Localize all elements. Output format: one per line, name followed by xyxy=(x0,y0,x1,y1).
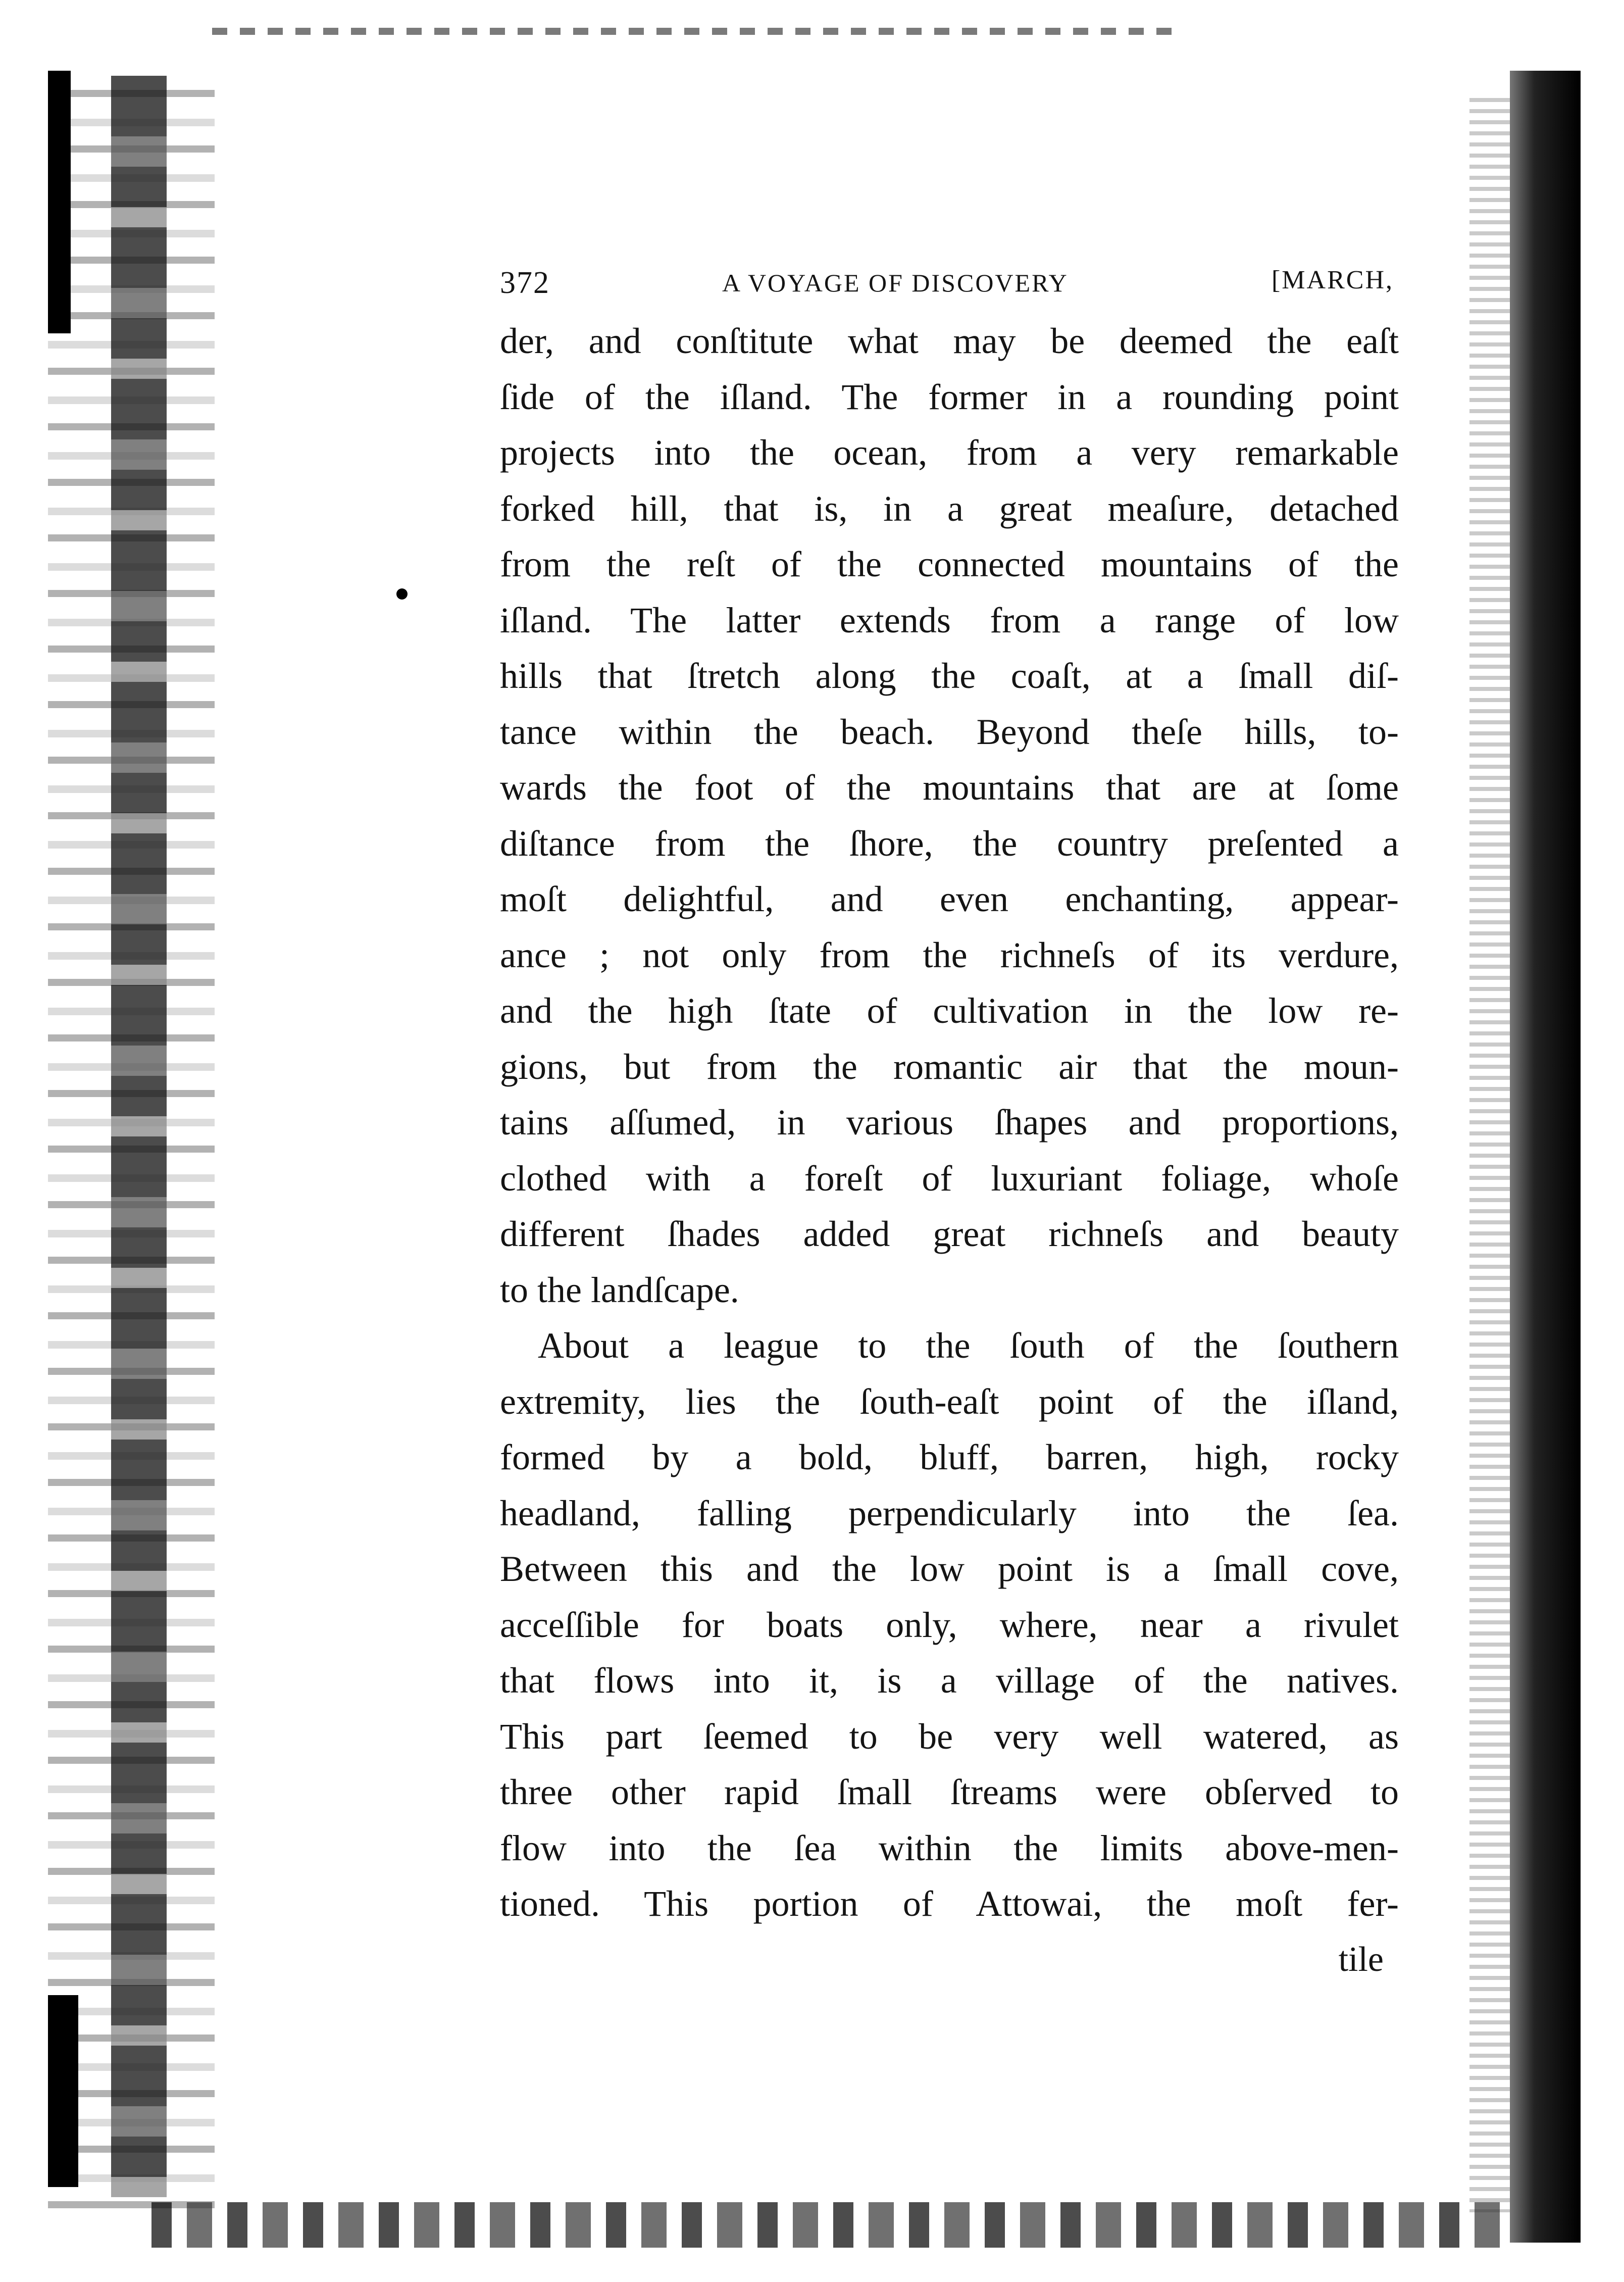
text-line: moſt delightful, and even enchanting, appear- xyxy=(500,879,1399,919)
text-line: tance within the beach. Beyond theſe hills, to- xyxy=(500,711,1399,752)
text-line: from the reſt of the connected mountains of the xyxy=(500,544,1399,584)
text-line: diſtance from the ſhore, the country preſented a xyxy=(500,823,1399,864)
text-line: Between this and the low point is a ſmall cove, xyxy=(500,1549,1399,1589)
scan-edge-bottom xyxy=(151,2202,1515,2248)
text-line: hills that ſtretch along the coaſt, at a ſmall diſ- xyxy=(500,656,1399,696)
scan-edge-right xyxy=(1510,71,1581,2243)
text-line: headland, falling perpendicularly into the ſea. xyxy=(500,1493,1399,1533)
text-line: extremity, lies the ſouth-eaſt point of the iſland, xyxy=(500,1381,1399,1422)
text-line: projects into the ocean, from a very remarkable xyxy=(500,432,1399,473)
text-line: and the high ſtate of cultivation in the low re- xyxy=(500,990,1399,1031)
text-line: About a league to the ſouth of the ſouthern xyxy=(538,1325,1399,1366)
scan-edge-top xyxy=(212,28,1172,35)
text-line: der, and conſtitute what may be deemed the eaſt xyxy=(500,321,1399,361)
paragraph-2 xyxy=(500,1318,1399,1932)
text-line: ance ; not only from the richneſs of its verdure, xyxy=(500,934,1399,975)
text-line: that flows into it, is a village of the natives. xyxy=(500,1660,1399,1701)
running-head-date: [MARCH, xyxy=(1271,266,1394,294)
text-line: wards the foot of the mountains that are at ſome xyxy=(500,767,1399,808)
scan-edge-right-speckle xyxy=(1469,91,1515,2212)
running-head xyxy=(500,265,1399,313)
text-line: forked hill, that is, in a great meaſure, detached xyxy=(500,488,1399,529)
catchword: tile xyxy=(1338,1940,1384,1979)
text-line: tains aſſumed, in various ſhapes and proportions, xyxy=(500,1102,1399,1143)
text-line: different ſhades added great richneſs and beauty xyxy=(500,1214,1399,1254)
text-line: tioned. This portion of Attowai, the moſt fer- xyxy=(500,1883,1399,1924)
text-line: clothed with a foreſt of luxuriant foliage, whoſe xyxy=(500,1158,1399,1199)
paragraph-1 xyxy=(500,313,1399,1318)
page-number: 372 xyxy=(500,266,550,300)
text-line: iſland. The latter extends from a range of low xyxy=(500,600,1399,640)
text-line: formed by a bold, bluff, barren, high, rocky xyxy=(500,1437,1399,1477)
scan-ink-spot xyxy=(396,588,408,600)
text-line: flow into the ſea within the limits above-men- xyxy=(500,1827,1399,1868)
running-head-title: A VOYAGE OF DISCOVERY xyxy=(722,269,1069,297)
scan-edge-left-lower-band xyxy=(48,1995,78,2187)
text-line: to the landſcape. xyxy=(500,1269,739,1310)
book-page xyxy=(500,265,1399,1988)
text-line: gions, but from the romantic air that the moun- xyxy=(500,1046,1399,1087)
text-line: ſide of the iſland. The former in a rounding point xyxy=(500,376,1399,417)
scan-edge-left-core xyxy=(111,76,167,2197)
text-line: acceſſible for boats only, where, near a rivulet xyxy=(500,1604,1399,1645)
text-line: This part ſeemed to be very well watered, as xyxy=(500,1716,1399,1757)
text-line: three other rapid ſmall ſtreams were obſerved to xyxy=(500,1772,1399,1812)
